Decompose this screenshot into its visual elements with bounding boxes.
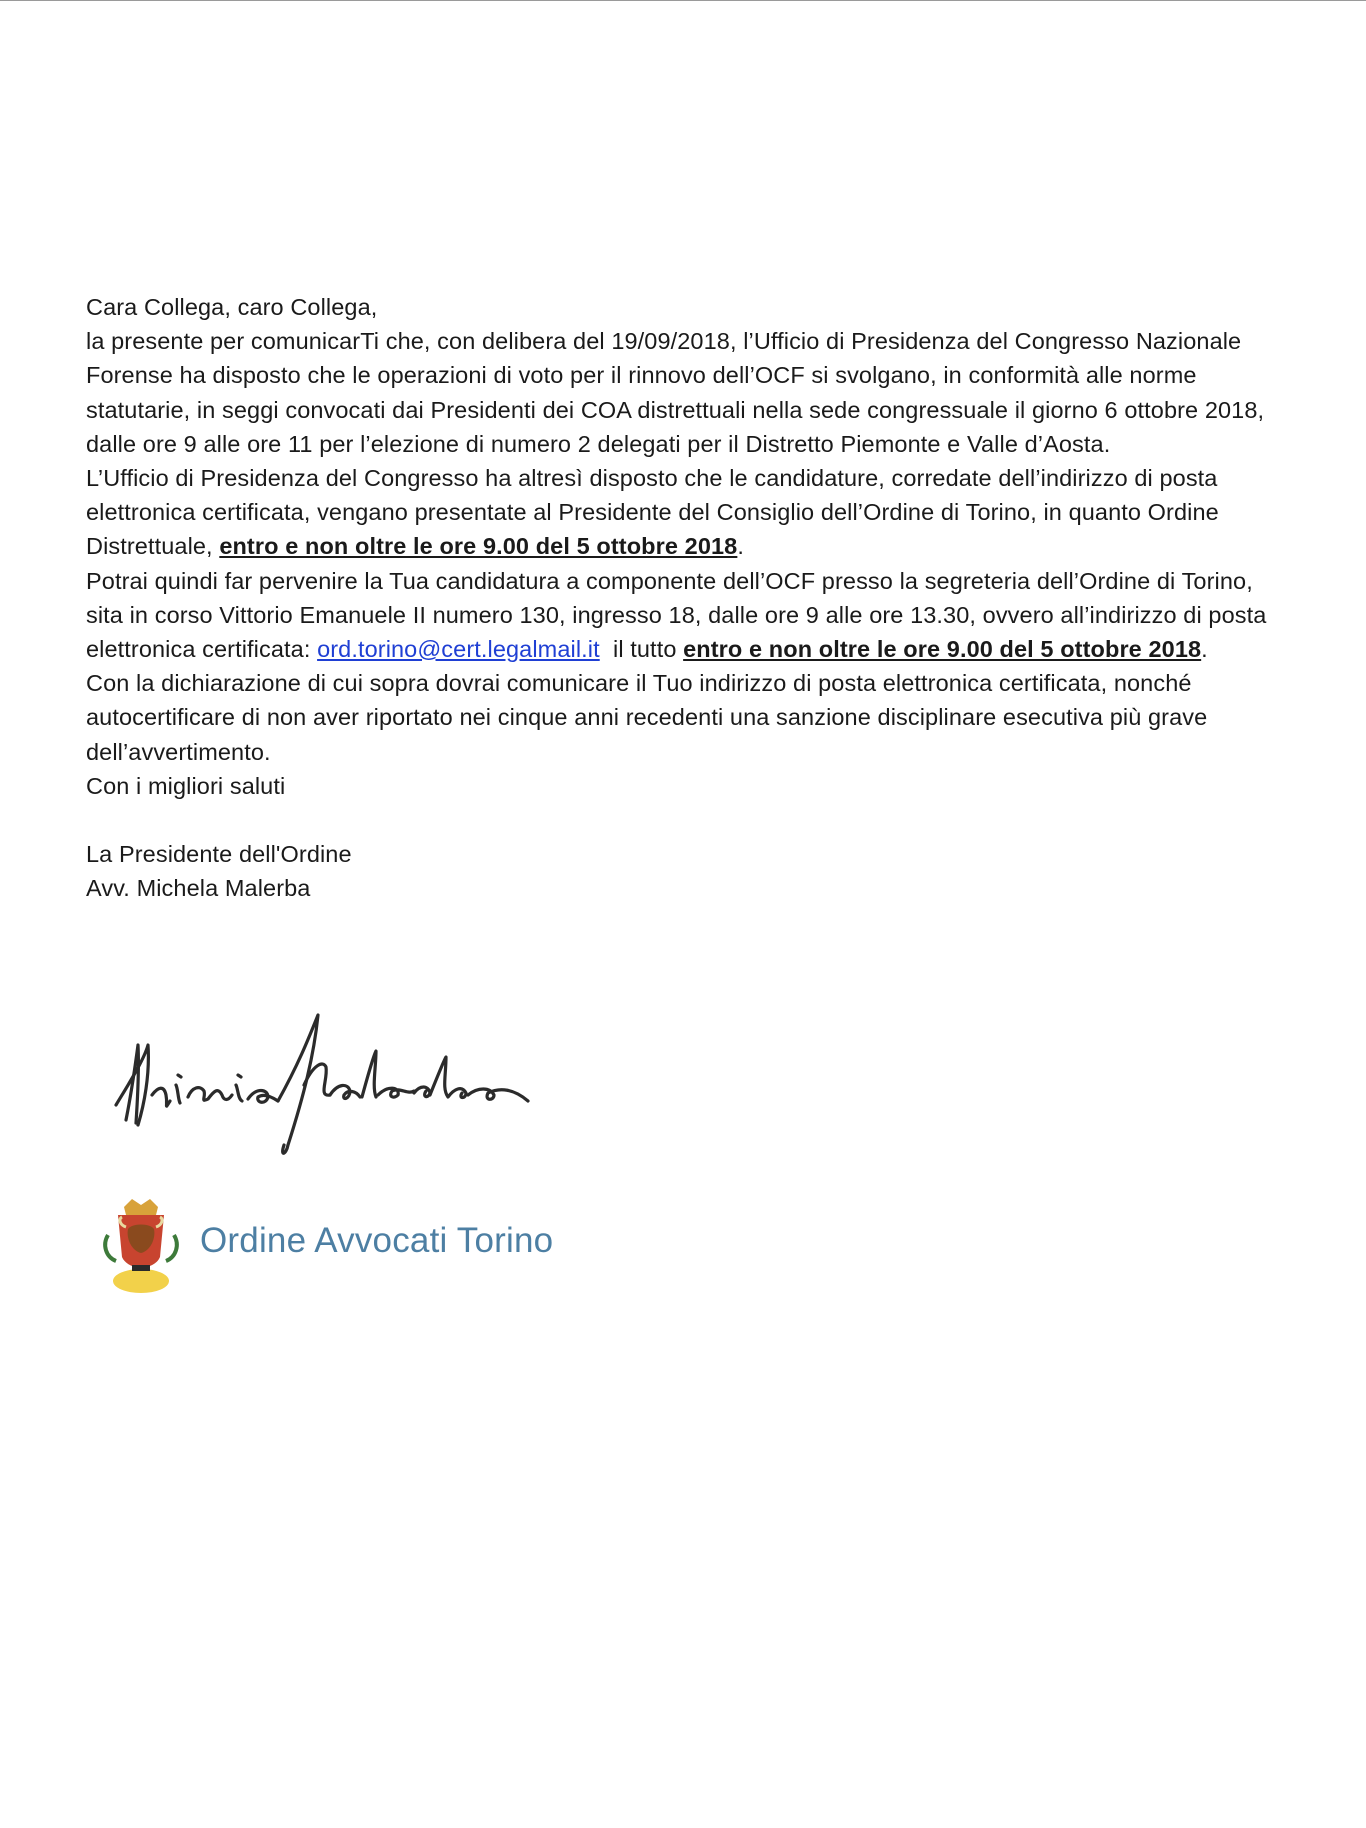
paragraph-announcement: la presente per comunicarTi che, con delibera del 19/09/2018, l’Ufficio di Presidenza del Congresso Nazionale Forense ha disposto che le operazioni di voto per il rinnovo dell’OCF si svolgano, in conformità alle norme statutarie, in seggi convocati dai Presidenti dei COA distrettuali nella sede congressuale il giorno 6 ottobre 2018, dalle ore 9 alle ore 11 per l’elezione di numero 2 delegati per il Distretto Piemonte e Valle d’Aosta.	[86, 328, 1265, 457]
salutation: Cara Collega, caro Collega,	[86, 294, 378, 320]
candidature-text: L’Ufficio di Presidenza del Congresso ha altresì disposto che le candidature, corredate dell’indirizzo di posta elettronica certificata, vengano presentate al Presidente del Consiglio dell’Ordine di Torino, in quanto Ordine Distrettuale,	[86, 465, 1219, 560]
letter-body	[86, 290, 1286, 906]
bull-coat-of-arms-icon	[98, 1195, 184, 1295]
closing: Con i migliori saluti	[86, 772, 286, 799]
paragraph-declaration: Con la dichiarazione di cui sopra dovrai comunicare il Tuo indirizzo di posta elettronica certificata, nonché autocertificare di non aver riportato nei cinque anni recedenti una sanzione disciplinare esecutiva più grave dell’avvertimento.	[86, 670, 1208, 765]
signer-name: Avv. Michela Malerba	[86, 875, 311, 902]
deadline-highlight: entro e non oltre le ore 9.00 del 5 ottobre 2018	[683, 636, 1202, 663]
handwritten-signature-icon	[108, 1005, 548, 1165]
signer-role: La Presidente dell'Ordine	[86, 841, 352, 868]
deadline-highlight: entro e non oltre le ore 9.00 del 5 ottobre 2018	[219, 533, 738, 560]
page-top-border	[0, 0, 1366, 1]
paragraph-candidature: L’Ufficio di Presidenza del Congresso ha altresì disposto che le candidature, corredate dell’indirizzo di posta elettronica certificata, vengano presentate al Presidente del Consiglio dell’Ordine di Torino, in quanto Ordine Distrettuale, entro e non oltre le ore 9.00 del 5 ottobre 2018.	[86, 465, 1219, 560]
submission-text: Potrai quindi far pervenire la Tua candidatura a componente dell’OCF presso la segreteria dell’Ordine di Torino, sita in corso Vittorio Emanuele II numero 130, ingresso 18, dalle ore 9 alle ore 13.30, ovvero all’indirizzo di posta elettronica certificata:	[86, 567, 1267, 663]
paragraph-submission: Potrai quindi far pervenire la Tua candidatura a componente dell’OCF presso la segreteria dell’Ordine di Torino, sita in corso Vittorio Emanuele II numero 130, ingresso 18, dalle ore 9 alle ore 13.30, ovvero all’indirizzo di posta elettronica certificata: ord.torino@cert.legalmail.it il tutto entro e non oltre le ore 9.00 del 5 ottobre 2018.	[86, 567, 1267, 663]
org-name: Ordine Avvocati Torino	[200, 1221, 554, 1260]
pec-email-link[interactable]: ord.torino@cert.legalmail.it	[317, 636, 600, 663]
